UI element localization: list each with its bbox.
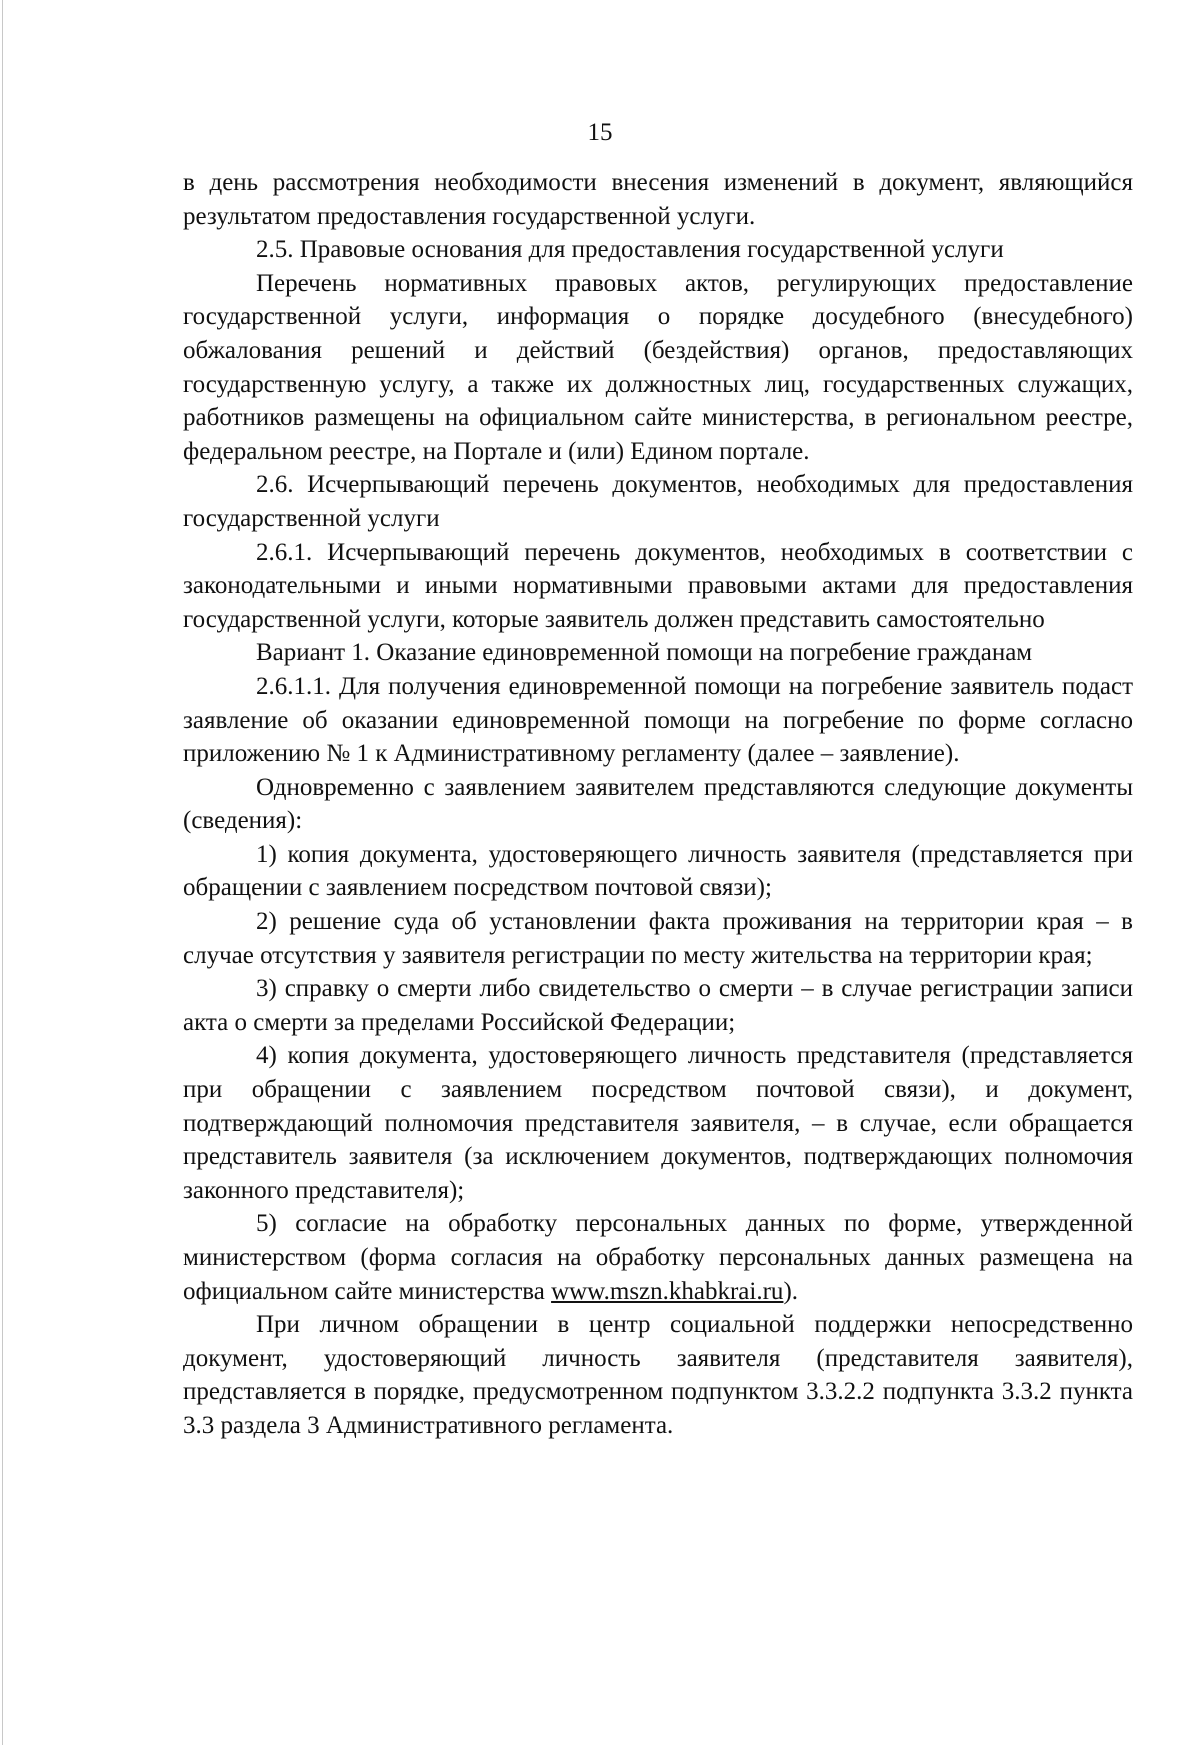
paragraph-documents-intro: Одновременно с заявлением заявителем представляются следующие документы (сведения): [183,773,1133,835]
section-heading-2-6: 2.6. Исчерпывающий перечень документов, необходимых для предоставления государственной услуги [183,471,1133,532]
scan-edge-line [2,0,3,1745]
list-item-1: 1) копия документа, удостоверяющего личность заявителя (представляется при обращении с заявлением посредством почтовой связи); [183,840,1133,902]
section-heading-2-5: 2.5. Правовые основания для предоставления государственной услуги [256,236,1004,264]
document-body [183,166,1133,1443]
paragraph-personal-visit: При личном обращении в центр социальной поддержки непосредственно документ, удостоверяющий личность заявителя (представителя заявителя), представляется в порядке, предусмотренном подпунктом 3.3.2.2 подпункта 3.3.2 пункта 3.3 раздела 3 Административного регламента. [183,1311,1133,1439]
list-item-4: 4) копия документа, удостоверяющего личность представителя (представляется при обращении с заявлением посредством почтовой связи), и документ, подтверждающий полномочия представителя заявителя, – в случае, если обращается представитель заявителя (за исключением документов, подтверждающих полномочия законного представителя); [183,1042,1133,1204]
page-number: 15 [587,119,613,146]
list-item-5 [183,1207,1133,1308]
paragraph-legal-acts: Перечень нормативных правовых актов, регулирующих предоставление государственной услуги, информация о порядке досудебного (внесудебного) обжалования решений и действий (бездействия) органов, предоставляющих государственную услугу, а также их должностных лиц, государственных служащих, работников размещены на официальном сайте министерства, в региональном реестре, федеральном реестре, на Портале и (или) Едином портале. [183,269,1133,465]
paragraph-2-6-1-1: 2.6.1.1. Для получения единовременной помощи на погребение заявитель подаст заявление об оказании единовременной помощи на погребение по форме согласно приложению № 1 к Административному регламенту (далее – заявление). [183,672,1133,768]
variant-heading: Вариант 1. Оказание единовременной помощи на погребение гражданам [256,639,1033,667]
list-item-3: 3) справку о смерти либо свидетельство о смерти – в случае регистрации записи акта о смерти за пределами Российской Федерации; [183,975,1133,1036]
list-item-5-tail: ). [783,1277,799,1305]
section-heading-2-6-1: 2.6.1. Исчерпывающий перечень документов, необходимых в соответствии с законодательными и иными нормативными правовыми актами для предоставления государственной услуги, которые заявитель должен представить самостоятельно [183,538,1133,633]
list-item-2: 2) решение суда об установлении факта проживания на территории края – в случае отсутствия у заявителя регистрации по месту жительства на территории края; [183,908,1133,969]
paragraph-continuation: в день рассмотрения необходимости внесения изменений в документ, являющийся результатом предоставления государственной услуги. [183,169,1133,230]
list-item-5-text: 5) согласие на обработку персональных данных по форме, утвержденной министерством (форма согласия на обработку персональных данных размещена на официальном сайте министерства [183,1210,1133,1305]
ministry-website-link[interactable]: www.mszn.khabkrai.ru [551,1277,784,1305]
